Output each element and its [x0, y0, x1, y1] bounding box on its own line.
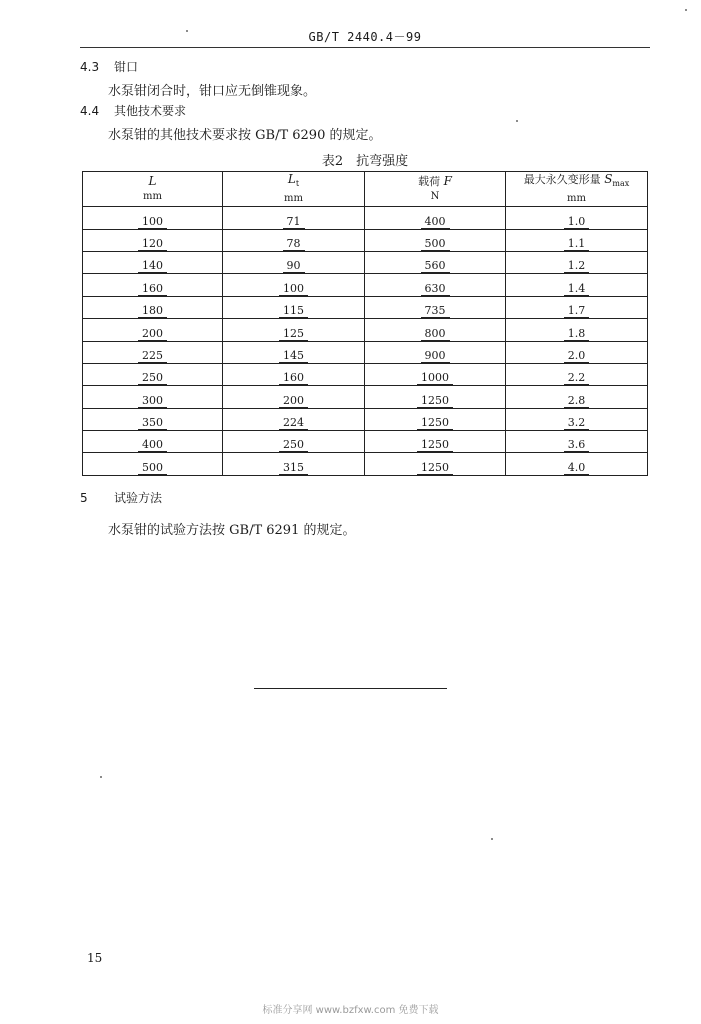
- table-cell: [506, 408, 648, 430]
- symbol: L: [148, 174, 157, 189]
- table-cell: [506, 207, 648, 229]
- section-title: 其他技术要求: [114, 104, 187, 118]
- scan-speck: [685, 9, 687, 11]
- table-cell: [365, 431, 506, 453]
- table-cell: [506, 319, 648, 341]
- cell-value: 500: [138, 461, 167, 475]
- table-cell: [365, 453, 506, 476]
- cell-value: 735: [421, 304, 450, 318]
- column-unit: mm: [567, 193, 586, 205]
- section-number: 5: [80, 491, 88, 505]
- bending-strength-table: [82, 171, 648, 476]
- table-cell: [83, 296, 223, 318]
- cell-value: 560: [421, 259, 450, 273]
- table-cell: [506, 274, 648, 296]
- table-row: [83, 431, 648, 453]
- table-cell: [223, 251, 365, 273]
- cell-value: 350: [138, 416, 167, 430]
- cell-value: 78: [283, 237, 305, 251]
- table-cell: [506, 386, 648, 408]
- cell-value: 800: [421, 327, 450, 341]
- cell-value: 224: [279, 416, 308, 430]
- table-cell: [506, 431, 648, 453]
- table-row: [83, 453, 648, 476]
- cell-value: 1000: [417, 371, 453, 385]
- cell-value: 140: [138, 259, 167, 273]
- table-cell: [223, 363, 365, 385]
- cell-value: 900: [421, 349, 450, 363]
- column-header: [223, 172, 365, 207]
- cell-value: 100: [138, 215, 167, 229]
- table-cell: [83, 408, 223, 430]
- table-cell: [506, 341, 648, 363]
- cell-value: 4.0: [564, 461, 590, 475]
- cell-value: 90: [283, 259, 305, 273]
- table-cell: [83, 431, 223, 453]
- column-header: [83, 172, 223, 207]
- table-cell: [83, 363, 223, 385]
- table-cell: [365, 363, 506, 385]
- table-cell: [223, 453, 365, 476]
- cell-value: 250: [138, 371, 167, 385]
- cell-value: 2.2: [564, 371, 590, 385]
- symbol-subscript: max: [612, 179, 630, 189]
- cell-value: 71: [283, 215, 305, 229]
- cell-value: 225: [138, 349, 167, 363]
- section-number: 4.3: [80, 60, 100, 74]
- column-unit: mm: [284, 193, 303, 205]
- cell-value: 3.2: [564, 416, 590, 430]
- page-number: 15: [87, 951, 103, 965]
- cell-value: 2.8: [564, 394, 590, 408]
- cell-value: 200: [138, 327, 167, 341]
- table-cell: [365, 296, 506, 318]
- section-4-3-heading: [80, 58, 138, 75]
- cell-value: 250: [279, 438, 308, 452]
- table-row: [83, 363, 648, 385]
- cell-value: 1250: [417, 416, 453, 430]
- table-cell: [223, 207, 365, 229]
- document-header: GB/T 2440.4－99: [308, 30, 422, 44]
- section-4-3-text: 水泵钳闭合时，钳口应无倒锥现象。: [108, 84, 317, 99]
- column-symbol: [223, 172, 364, 191]
- cell-value: 630: [421, 282, 450, 296]
- table-cell: [83, 229, 223, 251]
- cell-value: 1.2: [564, 259, 590, 273]
- table-cell: [83, 207, 223, 229]
- table-cell: [365, 274, 506, 296]
- column-label: 最大永久变形量: [523, 173, 605, 186]
- column-label: 载荷: [418, 175, 444, 189]
- table-row: [83, 341, 648, 363]
- symbol: S: [604, 172, 613, 186]
- table-cell: [365, 319, 506, 341]
- column-symbol: [365, 174, 505, 189]
- cell-value: 160: [138, 282, 167, 296]
- column-symbol: [506, 172, 647, 191]
- cell-value: 115: [279, 304, 308, 318]
- section-title: 钳口: [114, 60, 139, 74]
- table-cell: [365, 386, 506, 408]
- cell-value: 400: [138, 438, 167, 452]
- table-cell: [223, 296, 365, 318]
- scan-speck: [186, 30, 188, 32]
- cell-value: 120: [138, 237, 167, 251]
- table-cell: [365, 341, 506, 363]
- table-cell: [223, 341, 365, 363]
- table-row: [83, 296, 648, 318]
- cell-value: 1250: [417, 394, 453, 408]
- table-cell: [223, 229, 365, 251]
- column-header: [365, 172, 506, 207]
- section-title: 试验方法: [114, 491, 163, 505]
- cell-value: 1250: [417, 438, 453, 452]
- table-cell: [83, 386, 223, 408]
- table-cell: [506, 363, 648, 385]
- watermark: 标准分享网 www.bzfxw.com 免费下载: [262, 1005, 439, 1016]
- symbol-subscript: t: [295, 179, 300, 189]
- table-cell: [83, 453, 223, 476]
- column-unit: mm: [143, 191, 162, 203]
- header-rule: [80, 47, 650, 48]
- cell-value: 315: [279, 461, 308, 475]
- table-cell: [83, 319, 223, 341]
- table-row: [83, 319, 648, 341]
- cell-value: 1.8: [564, 327, 590, 341]
- cell-value: 500: [421, 237, 450, 251]
- section-4-4-text: 水泵钳的其他技术要求按 GB/T 6290 的规定。: [108, 128, 382, 143]
- end-rule: [254, 688, 447, 689]
- table-caption: 表2 抗弯强度: [321, 154, 409, 169]
- cell-value: 160: [279, 371, 308, 385]
- column-header: [506, 172, 648, 207]
- symbol: L: [287, 172, 296, 186]
- table-body: [83, 207, 648, 476]
- column-unit: N: [430, 191, 440, 203]
- table-cell: [223, 386, 365, 408]
- table-cell: [365, 408, 506, 430]
- table-cell: [83, 341, 223, 363]
- table-cell: [506, 229, 648, 251]
- cell-value: 400: [421, 215, 450, 229]
- table-cell: [223, 431, 365, 453]
- table-row: [83, 386, 648, 408]
- section-5-text: 水泵钳的试验方法按 GB/T 6291 的规定。: [108, 523, 356, 538]
- cell-value: 1.0: [564, 215, 590, 229]
- column-symbol: [83, 174, 222, 189]
- table-row: [83, 207, 648, 229]
- table-cell: [506, 251, 648, 273]
- table-row: [83, 229, 648, 251]
- table-row: [83, 251, 648, 273]
- table-cell: [223, 408, 365, 430]
- cell-value: 300: [138, 394, 167, 408]
- cell-value: 1250: [417, 461, 453, 475]
- table-cell: [506, 453, 648, 476]
- cell-value: 1.7: [564, 304, 590, 318]
- cell-value: 1.1: [564, 237, 590, 251]
- cell-value: 200: [279, 394, 308, 408]
- scan-speck: [100, 776, 102, 778]
- table-cell: [223, 319, 365, 341]
- scan-speck: [516, 120, 518, 122]
- table-row: [83, 408, 648, 430]
- section-4-4-heading: [80, 102, 186, 119]
- symbol: F: [443, 174, 452, 189]
- table-cell: [506, 296, 648, 318]
- table-cell: [223, 274, 365, 296]
- cell-value: 180: [138, 304, 167, 318]
- table-cell: [83, 251, 223, 273]
- table-row: [83, 274, 648, 296]
- section-number: 4.4: [80, 104, 100, 118]
- cell-value: 1.4: [564, 282, 590, 296]
- table-cell: [365, 229, 506, 251]
- scan-speck: [491, 838, 493, 840]
- cell-value: 145: [279, 349, 308, 363]
- table-cell: [365, 251, 506, 273]
- table-cell: [365, 207, 506, 229]
- table-cell: [83, 274, 223, 296]
- section-5-heading: [80, 489, 162, 506]
- cell-value: 100: [279, 282, 308, 296]
- table-header-row: [83, 172, 648, 207]
- cell-value: 3.6: [564, 438, 590, 452]
- cell-value: 125: [279, 327, 308, 341]
- cell-value: 2.0: [564, 349, 590, 363]
